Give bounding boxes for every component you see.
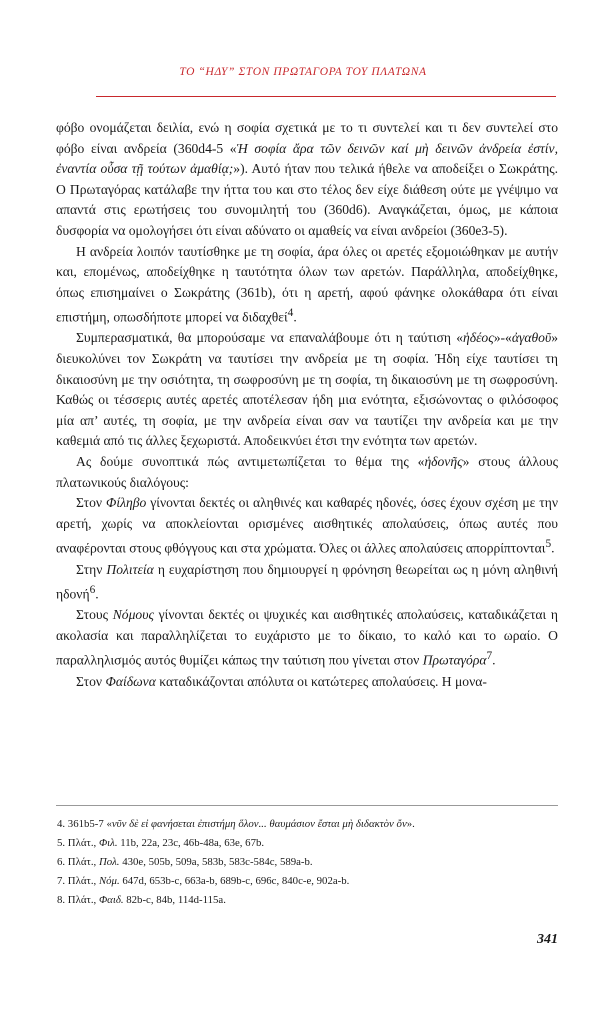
text-run: ». [406,818,415,830]
italic-text: Πολιτεία [106,561,154,577]
text-run: Στον [76,673,106,689]
text-run: . [95,586,99,602]
paragraph [56,560,558,606]
footnote-ref: 4 [287,307,294,320]
footnotes-divider [56,805,558,806]
text-run: 7. Πλάτ., [57,875,99,887]
text-run: . [492,652,496,668]
text-run: η ευχαρίστηση που δημιουργεί η φρόνηση θεωρείται ως η μόνη αληθινή ηδονή [56,561,558,602]
text-run: »). Αυτό ήταν που τελικά ήθελε να αποδείξει ο Σωκράτης. Ο Πρωταγόρας κατάλαβε την ήττα του και στο τέλος δεν είχε διάθεση ούτε με γνέψιμο να απαντά στις ερωτήσεις του συνομιλητή του (360d6). Αναγκάζεται, όμως, με κάποια δυσφορία να ομολογήσει ότι είναι αδύνατο οι αμαθείς να είναι ανδρείοι (360e3-5). [56,161,558,238]
text-run: Στην [76,561,107,577]
paragraph [56,605,558,671]
header-rule [96,96,556,97]
page-number: 341 [537,932,558,947]
paragraph [56,672,558,693]
text-run: 4. 361b5-7 « [57,818,112,830]
footnote-ref: 7 [486,650,493,663]
text-run: Συμπερασματικά, θα μπορούσαμε να επαναλάβουμε ότι η ταύτιση « [76,330,463,346]
footnote [57,853,557,872]
italic-text: νῦν δὲ εἰ φανήσεται ἐπιστήμη ὅλον... θαυμάσιον ἔσται μὴ διδακτὸν ὄν [111,818,407,830]
italic-text: ἡδονῆς [424,454,463,470]
text-run: 647d, 653b-c, 663a-b, 689b-c, 696c, 840c-e, 902a-b. [119,875,350,887]
main-text [56,118,558,692]
footnote-ref: 5 [545,538,552,551]
italic-text: Φιλ. [98,837,118,849]
italic-text: Ἡ σοφία ἄρα τῶν δεινῶν καί μὴ δεινῶν ἀνδρεία ἐστίν, ἐναντία οὖσα τῇ τούτων ἀμαθίᾳ; [56,140,558,177]
italic-text: Φίληβο [106,495,147,511]
paragraph [56,328,558,452]
text-run: Ας δούμε συνοπτικά πώς αντιμετωπίζεται το θέμα της « [76,454,425,470]
text-run: . [293,309,297,325]
text-run: 8. Πλάτ., [57,894,99,906]
text-run: 82b-c, 84b, 114d-115a. [123,894,226,906]
text-run: » διευκολύνει τον Σωκράτη να ταυτίσει την ανδρεία με τη σοφία. Ήδη είχε ταυτίσει τη δικαιοσύνη με την οσιότητα, τη σωφροσύνη με τη σοφία, τη δικαιοσύνη με τη σωφροσύνη. Καθώς οι τέσσερις αυτές αρετές αποτέλεσαν ήδη μια ενότητα, εξισώνοντας ο φιλόσοφος μία απ’ αυτές, τη σοφία, με την ανδρεία είναι σαν να ταυτίζει την ανδρεία και με την καθεμιά από τις άλλες ξεχωριστά. Αποδεικνύει έτσι την ενότητα των αρετών. [56,330,558,449]
text-run: γίνονται δεκτές οι ψυχικές και αισθητικές απολαύσεις, καταδικάζεται η ακολασία και παραλληλίζεται το ευχάριστο με το δίκαιο, το καλό και το ωραίο. Ο παραλληλισμός αυτός θυμίζει κάπως την ταύτιση που γίνεται στον [56,607,558,668]
running-header: ΤΟ “ΗΔΥ” ΣΤΟΝ ΠΡΩΤΑΓΟΡΑ ΤΟΥ ΠΛΑΤΩΝΑ [179,66,427,78]
footnote [57,891,557,910]
text-run: 11b, 22a, 23c, 46b-48a, 63e, 67b. [117,837,265,849]
text-run: Η ανδρεία λοιπόν ταυτίσθηκε με τη σοφία, άρα όλες οι αρετές εξομοιώθηκαν με αυτήν και, επομένως, αποδείχθηκε η ταυτότητα όλων των αρετών. Παράλληλα, αποδείχθηκε, όπως επισημαίνει ο Σωκράτης (361b), ότι η αρετή, αφού φάνηκε ολοκάθαρα ότι είναι επιστήμη, οπωσδήποτε μπορεί να διδαχθεί [56,243,558,325]
italic-text: Νόμ. [98,875,120,887]
italic-text: Νόμους [112,607,154,623]
italic-text: ἀγαθοῦ [511,330,552,346]
italic-text: ἡδέος [463,330,494,346]
paragraph [56,452,558,493]
text-run: 5. Πλάτ., [57,837,99,849]
italic-text: Φαίδωνα [105,673,156,689]
footnote [57,815,557,834]
footnote [57,834,557,853]
text-run: φόβο ονομάζεται δειλία, ενώ η σοφία σχετικά με το τι συντελεί και τι δεν συντελεί στο φόβο είναι ανδρεία (360d4-5 « [56,120,558,156]
text-run: 430e, 505b, 509a, 583b, 583c-584c, 589a-b. [119,856,313,868]
text-run: . [551,540,555,556]
paragraph [56,242,558,329]
text-run: Στους [76,607,113,623]
footnotes [57,815,557,910]
text-run: γίνονται δεκτές οι αληθινές και καθαρές ηδονές, όσες έχουν σχέση με την αρετή, χωρίς να αποκλείονται ορισμένες αισθητικές απολαύσεις, όπως αυτές που αναφέρονται στους φθόγγους και στα χρώματα. Όλες οι άλλες απολαύσεις απορρίπτονται [56,495,558,556]
text-run: καταδικάζονται απόλυτα οι κατώτερες απολαύσεις. Η μονα- [155,673,487,689]
text-run: 6. Πλάτ., [57,856,99,868]
text-run: »-« [493,330,512,346]
italic-text: Φαιδ. [98,894,124,906]
text-run: » στους άλλους πλατωνικούς διαλόγους: [56,454,558,490]
italic-text: Πρωταγόρα [422,652,487,668]
footnote-ref: 6 [89,584,96,597]
italic-text: Πολ. [98,856,120,868]
paragraph [56,118,558,242]
footnote [57,872,557,891]
paragraph [56,493,558,559]
text-run: Στον [76,495,107,511]
